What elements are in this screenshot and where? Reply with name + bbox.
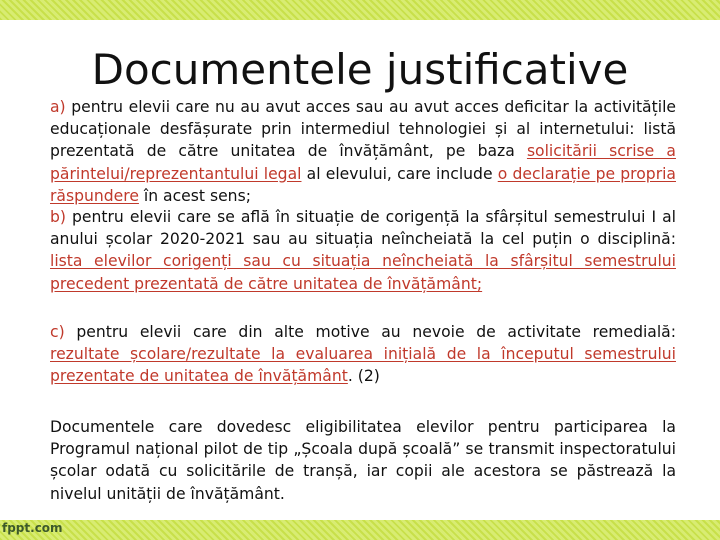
bottom-decorative-border bbox=[0, 520, 720, 540]
paragraph-a-highlight-2: o declarație pe propria răspundere bbox=[50, 164, 676, 205]
paragraph-b bbox=[50, 206, 676, 295]
watermark-logo: fppt.com bbox=[2, 521, 63, 535]
top-decorative-border bbox=[0, 0, 720, 20]
slide-title: Documentele justificative bbox=[91, 45, 629, 94]
paragraph-c bbox=[50, 321, 676, 388]
paragraph-a-text-3: în acest sens; bbox=[138, 186, 251, 205]
paragraph-final: Documentele care dovedesc eligibilitatea elevilor pentru participarea la Programul național pilot de tip „Școala după școală” se transmit inspectoratului școlar odată cu solicitările de tranșă, iar copii ale acestora se păstrează la nivelul unității de învățământ. bbox=[50, 418, 676, 503]
paragraph-c-highlight-1: rezultate școlare/rezultate la evaluarea inițială de la începutul semestrului prezentate de unitatea de învățământ bbox=[50, 345, 676, 386]
paragraph-a-text-2: al elevului, care include bbox=[301, 164, 498, 183]
paragraph-b-highlight-1: lista elevilor corigenți sau cu situația neîncheiată la sfârșitul semestrului precedent prezentată de către unitatea de învățământ; bbox=[50, 252, 676, 293]
paragraph-c-text-1: pentru elevii care din alte motive au nevoie de activitate remedială: bbox=[64, 323, 676, 341]
slide-content bbox=[20, 20, 700, 520]
paragraph-a-label: a) bbox=[50, 98, 66, 116]
paragraph-b-label: b) bbox=[50, 208, 66, 226]
paragraph-c-label: c) bbox=[50, 323, 65, 341]
paragraph-a-highlight-1: solicitării scrise a părintelui/reprezentantului legal bbox=[50, 142, 676, 183]
paragraph-b-text-1: pentru elevii care se află în situație de corigență la sfârșitul semestrului I al anului școlar 2020-2021 sau au situația neîncheiată la cel puțin o disciplină: bbox=[50, 208, 676, 249]
paragraph-c-text-2: . (2) bbox=[347, 367, 380, 386]
paragraph-a-text-1: pentru elevii care nu au avut acces sau au avut acces deficitar la activitățile educaționale desfășurate prin intermediul tehnologiei și al internetului: listă prezentată de către unitatea de învățământ, pe baza bbox=[50, 98, 676, 161]
paragraph-a bbox=[50, 96, 676, 207]
